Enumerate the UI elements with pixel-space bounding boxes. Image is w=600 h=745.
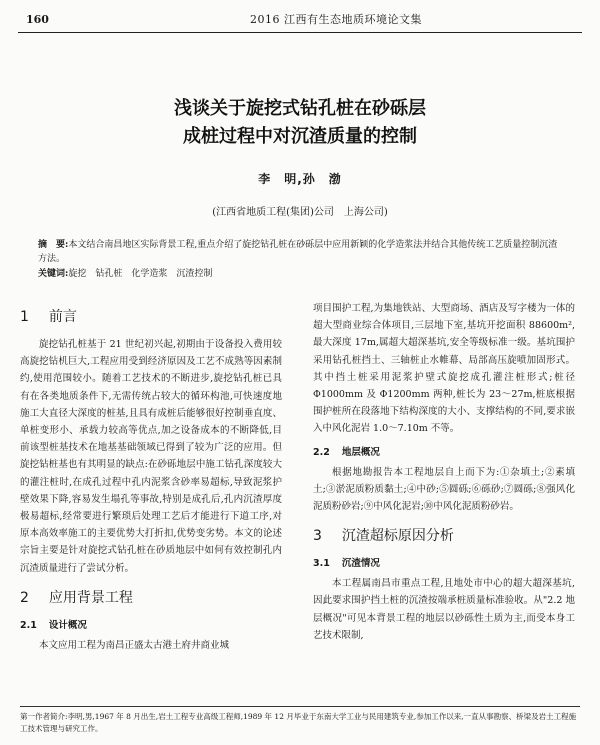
author-footnote: 第一作者简介:李明,男,1967 年 8 月出生,岩土工程专业高级工程师,1989 年 12 月毕业于东南大学工业与民用建筑专业,参加工作以来,一直从事勘察、桥梁及岩土工程施工技术管理与研究工作。 xyxy=(20,706,580,735)
subsection-title: 地层概况 xyxy=(341,446,380,458)
keywords-label: 关键词: xyxy=(38,269,69,279)
subsection-2-2-heading xyxy=(313,444,575,462)
authors: 李 明,孙 渤 xyxy=(258,172,342,186)
section-number: 3 xyxy=(313,528,322,545)
subsection-title: 沉渣情况 xyxy=(341,558,380,570)
section-1-paragraph: 旋挖钻孔桩基于 21 世纪初兴起,初期由于设备投入费用较高旋挖钻机巨大,工程应用受到经济原因及工艺不成熟等因素制约,使用范围较小。随着工艺技术的不断进步,旋挖钻孔桩已具有在各类地质条件下,无需传统占较大的循环构池,可快速度地施工大直径大深度的桩基,且具有成桩后能够很好控制垂直度、单桩变形小、承载力较高等优点,加之设备成本的不断降低,目前该型桩基技术在地基基础领域已得到了较为广泛的应用。但旋挖钻桩基也有其明显的缺点:在砂砾地层中施工钻孔深度较大的灌注桩时,在成孔过程中孔内泥浆含砂率易超标,导致泥浆护壁效果下降,容易发生塌孔等事故,特别是成孔后,孔内沉渣厚度极易超标,经常要进行繁琐后处理工艺后才能进行下道工序,对原本高效率施工的主要优势大打折扣,优势变劣势。本文的论述宗旨主要是针对旋挖式钻孔桩在砂质地层中如何有效控制孔内沉渣质量进行了尝试分析。 xyxy=(20,339,282,574)
keywords-text: 旋挖 钻孔桩 化学造浆 沉渣控制 xyxy=(68,269,213,279)
subsection-2-1-heading xyxy=(20,617,282,635)
section-1-heading xyxy=(20,308,282,326)
journal-title: 2016 江西有生态地质环境论文集 xyxy=(250,13,422,26)
subsection-2-1-paragraph: 本文应用工程为南昌正盛太古港土府井商业城 xyxy=(39,639,230,651)
right-column xyxy=(313,300,575,644)
page-number: 160 xyxy=(26,13,49,26)
abstract-label: 摘 要: xyxy=(38,240,69,250)
subsection-number: 3.1 xyxy=(313,558,330,570)
subsection-title: 设计概况 xyxy=(48,619,87,631)
section-title: 沉渣超标原因分析 xyxy=(341,528,454,545)
abstract-text: 本文结合南昌地区实际背景工程,重点介绍了旋挖钻孔桩在砂砾层中应用新颖的化学造浆法并结合其他传统工艺质量控制沉渣方法。 xyxy=(38,240,558,264)
section-title: 前言 xyxy=(48,309,77,325)
subsection-number: 2.2 xyxy=(313,446,330,458)
left-column xyxy=(20,300,282,654)
section-number: 2 xyxy=(20,589,29,606)
affiliation: (江西省地质工程(集团)公司 上海公司) xyxy=(212,207,388,218)
subsection-number: 2.1 xyxy=(20,619,37,631)
continued-paragraph: 项目围护工程,为集地铁站、大型商场、酒店及写字楼为一体的超大型商业综合体项目,三层地下室,基坑开挖面积 88600m²,最大深度 17m,属超大超深基坑,安全等级标准一级。基坑围护采用钻孔桩挡土、三轴桩止水帷幕、局部高压旋喷加固形式。其中挡土桩采用泥浆护壁式旋挖成孔灌注桩形式;桩径Φ1000mm 及 Φ1200mm 两种,桩长为 23～27m,桩底根据围护桩所在段落地下结构深度的大小、支撑结构的不同,要求嵌入中风化泥岩 1.0～7.10m 不等。 xyxy=(313,303,575,435)
abstract xyxy=(38,238,560,266)
section-number: 1 xyxy=(20,309,29,325)
paper-title xyxy=(0,95,600,151)
subsection-2-2-paragraph: 根据地勘报告本工程地层自上而下为:①杂填土;②素填土;③淤泥质粉质黏土;④中砂;⑤圆砾;⑥砾砂;⑦圆砾;⑧强风化泥质粉砂岩;⑨中风化泥岩;⑩中风化泥质粉砂岩。 xyxy=(313,466,575,513)
page-header xyxy=(18,10,582,33)
section-2-heading xyxy=(20,589,282,607)
subsection-3-1-heading xyxy=(313,555,575,573)
section-title: 应用背景工程 xyxy=(48,589,133,606)
abstract-block xyxy=(38,238,560,281)
keywords xyxy=(38,267,560,281)
title-line-2: 成桩过程中对沉渣质量的控制 xyxy=(183,126,417,147)
title-line-1: 浅谈关于旋挖式钻孔桩在砂砾层 xyxy=(174,98,426,119)
section-3-heading xyxy=(313,527,575,545)
subsection-3-1-paragraph: 本工程属南昌市重点工程,且地处市中心的超大超深基坑,因此要求围护挡土桩的沉渣按端承桩质量标准验收。从"2.2 地层概况"可见本背景工程的地层以砂砾性土质为主,而受本身工艺技术限制, xyxy=(313,578,575,641)
